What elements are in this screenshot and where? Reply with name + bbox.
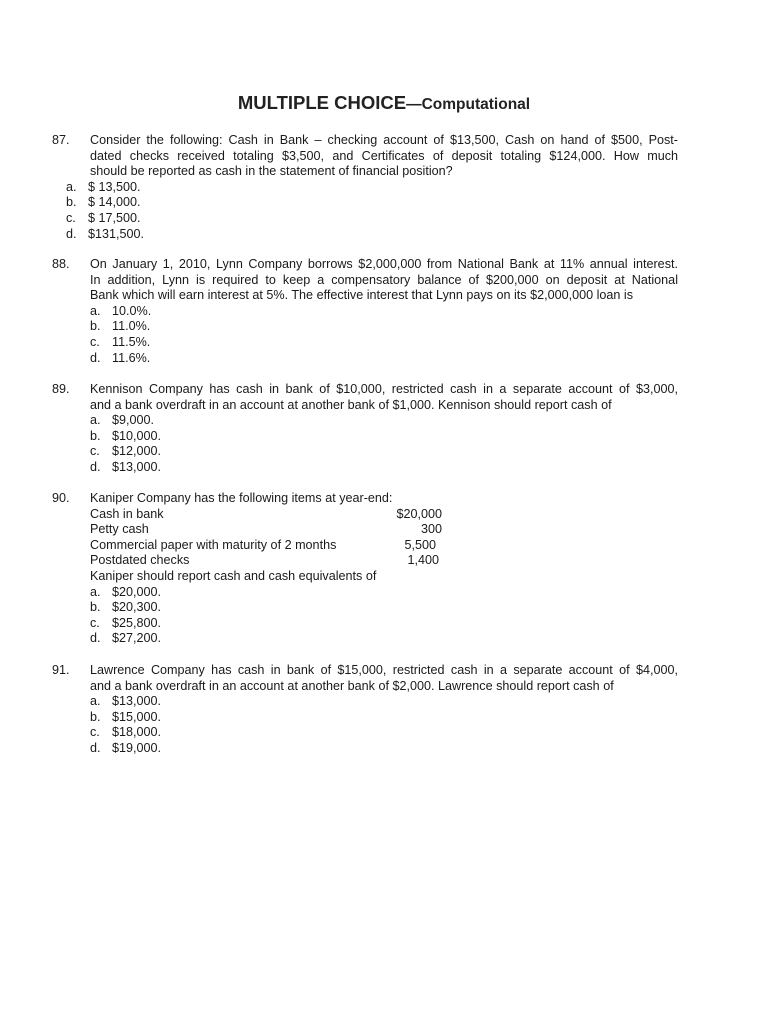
choice-letter: a. (66, 179, 77, 194)
question-line: Lawrence Company has cash in bank of $15,000, restricted cash in a separate account of $4,000, (90, 663, 678, 677)
choice-text: $15,000. (112, 709, 162, 724)
question-number: 87. (52, 133, 70, 147)
choice-text: $12,000. (112, 444, 162, 459)
question-text (90, 382, 678, 413)
choice-text: 10.0%. (112, 303, 152, 318)
choice-letter: d. (66, 226, 77, 241)
item-row (90, 553, 442, 569)
question-87 (52, 133, 678, 242)
item-row (90, 507, 442, 523)
choice-letter: c. (66, 210, 76, 225)
item-label: Petty cash (90, 522, 149, 537)
choice-letter: c. (90, 444, 100, 459)
choice-letter: a. (90, 584, 101, 599)
question-line: and a bank overdraft in an account at another bank of $1,000. Kennison should report cash of (90, 397, 612, 412)
choice-text: $19,000. (112, 740, 162, 755)
question-line: and a bank overdraft in an account at another bank of $2,000. Lawrence should report cash of (90, 678, 614, 693)
question-88 (52, 257, 678, 366)
choice-text: 11.5%. (112, 334, 151, 349)
choice-a (90, 304, 678, 320)
choice-letter: d. (90, 350, 101, 365)
choice-letter: a. (90, 303, 101, 318)
choice-a (90, 585, 678, 601)
choice-d (90, 351, 678, 367)
choice-list (66, 180, 678, 242)
choice-d (90, 741, 678, 757)
choice-a (90, 413, 678, 429)
year-end-items (90, 507, 442, 569)
item-row (90, 538, 442, 554)
choice-text: $13,000. (112, 459, 162, 474)
question-text (90, 257, 678, 304)
choice-text: 11.0%. (112, 319, 151, 334)
choice-text: $131,500. (88, 226, 145, 241)
question-number: 89. (52, 382, 70, 396)
item-amount: 300 (420, 522, 442, 537)
item-label: Commercial paper with maturity of 2 months (90, 537, 337, 552)
choice-c (90, 444, 678, 460)
question-line: On January 1, 2010, Lynn Company borrows $2,000,000 from National Bank at 11% annual interest. (90, 257, 678, 271)
choice-letter: d. (90, 740, 101, 755)
choice-text: $9,000. (112, 413, 155, 428)
page-title (0, 92, 768, 114)
item-amount: $20,000 (396, 506, 442, 521)
choice-letter: b. (90, 319, 101, 334)
choice-list (90, 585, 678, 647)
question-text (90, 491, 678, 507)
choice-text: $13,000. (112, 694, 162, 709)
choice-c (90, 335, 678, 351)
title-sub: —Computational (406, 96, 531, 113)
question-number: 88. (52, 257, 70, 271)
question-91 (52, 663, 678, 757)
item-amount: 5,500 (404, 537, 436, 552)
choice-text: $ 17,500. (88, 210, 141, 225)
question-89 (52, 382, 678, 476)
question-line: dated checks received totaling $3,500, and Certificates of deposit totaling $124,000. How much (90, 148, 678, 163)
choice-text: $ 13,500. (88, 179, 141, 194)
item-label: Cash in bank (90, 506, 164, 521)
question-prompt: Kaniper should report cash and cash equivalents of (90, 568, 377, 583)
choice-list (90, 694, 678, 756)
choice-letter: b. (90, 600, 101, 615)
choice-text: 11.6%. (112, 350, 151, 365)
choice-letter: a. (90, 694, 101, 709)
question-number: 90. (52, 491, 70, 505)
choice-text: $10,000. (112, 428, 162, 443)
choice-letter: c. (90, 725, 100, 740)
question-line: Kennison Company has cash in bank of $10,000, restricted cash in a separate account of $3,000, (90, 382, 678, 396)
question-90 (52, 491, 678, 647)
choice-text: $27,200. (112, 631, 162, 646)
item-label: Postdated checks (90, 553, 190, 568)
question-line: Kaniper Company has the following items at year-end: (90, 491, 393, 505)
choice-d (66, 227, 678, 243)
choice-c (66, 211, 678, 227)
choice-d (90, 460, 678, 476)
choice-a (90, 694, 678, 710)
question-line: Bank which will earn interest at 5%. The effective interest that Lynn pays on its $2,000,000 loan is (90, 288, 634, 303)
choice-letter: d. (90, 459, 101, 474)
choice-text: $18,000. (112, 725, 162, 740)
choice-letter: a. (90, 413, 101, 428)
choice-letter: b. (90, 428, 101, 443)
choice-c (90, 725, 678, 741)
question-text (90, 133, 678, 180)
choice-letter: c. (90, 334, 100, 349)
question-line: Consider the following: Cash in Bank – checking account of $13,500, Cash on hand of $500, Post- (90, 133, 678, 147)
choice-letter: d. (90, 631, 101, 646)
choice-d (90, 631, 678, 647)
choice-text: $20,000. (112, 584, 162, 599)
title-main: MULTIPLE CHOICE (237, 92, 407, 113)
choice-text: $20,300. (112, 600, 162, 615)
choice-letter: b. (66, 195, 77, 210)
choice-b (66, 195, 678, 211)
choice-letter: b. (90, 709, 101, 724)
choice-b (90, 429, 678, 445)
item-amount: 1,400 (407, 553, 439, 568)
choice-text: $ 14,000. (88, 195, 141, 210)
item-row (90, 522, 442, 538)
choice-b (90, 710, 678, 726)
choice-text: $25,800. (112, 615, 162, 630)
choice-a (66, 180, 678, 196)
choice-letter: c. (90, 615, 100, 630)
choice-b (90, 600, 678, 616)
question-line: should be reported as cash in the statement of financial position? (90, 164, 453, 179)
choice-c (90, 616, 678, 632)
choice-list (90, 304, 678, 366)
question-number: 91. (52, 663, 70, 677)
choice-list (90, 413, 678, 475)
question-line: In addition, Lynn is required to keep a compensatory balance of $200,000 on deposit at National (90, 272, 678, 287)
choice-b (90, 319, 678, 335)
question-text (90, 663, 678, 694)
